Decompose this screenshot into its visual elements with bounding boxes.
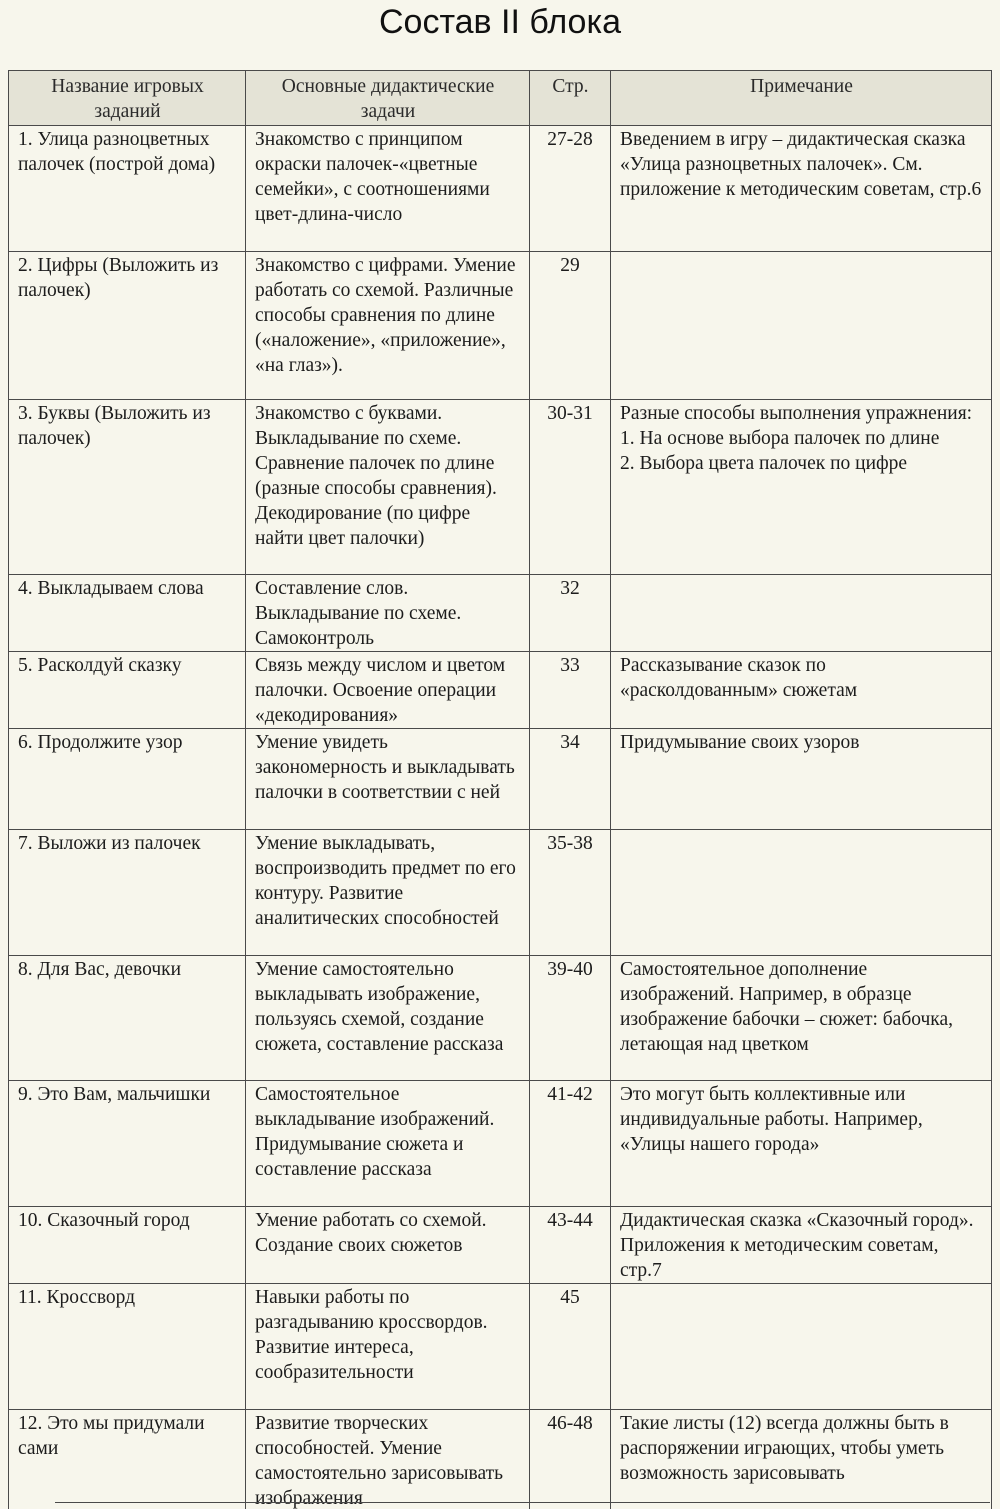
cell-tasks: Умение работать со схемой. Создание своих сюжетов <box>246 1207 530 1284</box>
header-pages: Стр. <box>530 71 611 126</box>
header-name: Название игровых заданий <box>9 71 246 126</box>
cell-note: Дидактическая сказка «Сказочный город». Приложения к методическим советам, стр.7 <box>611 1207 992 1284</box>
cell-tasks: Знакомство с принципом окраски палочек-«цветные семейки», с соотношениями цвет-длина-число <box>246 126 530 252</box>
cell-tasks: Умение самостоятельно выкладывать изображение, пользуясь схемой, создание сюжета, составление рассказа <box>246 956 530 1081</box>
cell-pages: 43-44 <box>530 1207 611 1284</box>
cell-note <box>611 252 992 400</box>
cell-note: Придумывание своих узоров <box>611 729 992 830</box>
cell-note <box>611 1284 992 1410</box>
table-row <box>9 126 992 252</box>
cell-tasks: Навыки работы по разгадыванию кроссвордов. Развитие интереса, сообразительности <box>246 1284 530 1410</box>
table-row <box>9 729 992 830</box>
cell-name: 9. Это Вам, мальчишки <box>9 1081 246 1207</box>
cell-tasks: Самостоятельное выкладывание изображений. Придумывание сюжета и составление рассказа <box>246 1081 530 1207</box>
cell-tasks: Составление слов. Выкладывание по схеме. Самоконтроль <box>246 575 530 652</box>
table-row <box>9 400 992 575</box>
cell-note <box>611 400 992 575</box>
cell-note: Это могут быть коллективные или индивидуальные работы. Например, «Улицы нашего города» <box>611 1081 992 1207</box>
cell-tasks: Связь между числом и цветом палочки. Освоение операции «декодирования» <box>246 652 530 729</box>
table-header-row <box>9 71 992 126</box>
cell-name: 3. Буквы (Выложить из палочек) <box>9 400 246 575</box>
cell-note <box>611 830 992 956</box>
cell-pages: 46-48 <box>530 1410 611 1509</box>
bottom-rule <box>55 1502 990 1503</box>
cell-name: 5. Расколдуй сказку <box>9 652 246 729</box>
table-row <box>9 1410 992 1509</box>
cell-note: Введением в игру – дидактическая сказка «Улица разноцветных палочек». См. приложение к методическим советам, стр.6 <box>611 126 992 252</box>
cell-pages: 33 <box>530 652 611 729</box>
table-row <box>9 1081 992 1207</box>
header-note: Примечание <box>611 71 992 126</box>
cell-tasks: Умение увидеть закономерность и выкладывать палочки в соответствии с ней <box>246 729 530 830</box>
cell-name: 10. Сказочный город <box>9 1207 246 1284</box>
cell-tasks: Знакомство с буквами. Выкладывание по схеме. Сравнение палочек по длине (разные способы сравнения). Декодирование (по цифре найти цвет палочки) <box>246 400 530 575</box>
cell-name: 7. Выложи из палочек <box>9 830 246 956</box>
table-row <box>9 252 992 400</box>
cell-name: 12. Это мы придумали сами <box>9 1410 246 1509</box>
cell-name: 6. Продолжите узор <box>9 729 246 830</box>
cell-pages: 45 <box>530 1284 611 1410</box>
cell-pages: 27-28 <box>530 126 611 252</box>
cell-name: 8. Для Вас, девочки <box>9 956 246 1081</box>
cell-note: Самостоятельное дополнение изображений. Например, в образце изображение бабочки – сюжет: бабочка, летающая над цветком <box>611 956 992 1081</box>
cell-name: 4. Выкладываем слова <box>9 575 246 652</box>
cell-tasks: Умение выкладывать, воспроизводить предмет по его контуру. Развитие аналитических способностей <box>246 830 530 956</box>
block-table <box>8 70 992 1509</box>
cell-pages: 30-31 <box>530 400 611 575</box>
cell-tasks: Развитие творческих способностей. Умение самостоятельно зарисовывать изображения <box>246 1410 530 1509</box>
table-row <box>9 1284 992 1410</box>
table-row <box>9 830 992 956</box>
cell-note: Рассказывание сказок по «расколдованным» сюжетам <box>611 652 992 729</box>
cell-pages: 29 <box>530 252 611 400</box>
cell-name: 2. Цифры (Выложить из палочек) <box>9 252 246 400</box>
table-row <box>9 652 992 729</box>
cell-name: 1. Улица разноцветных палочек (построй дома) <box>9 126 246 252</box>
cell-note <box>611 575 992 652</box>
cell-pages: 34 <box>530 729 611 830</box>
cell-pages: 35-38 <box>530 830 611 956</box>
cell-tasks: Знакомство с цифрами. Умение работать со схемой. Различные способы сравнения по длине («наложение», «приложение», «на глаз»). <box>246 252 530 400</box>
header-tasks: Основные дидактические задачи <box>246 71 530 126</box>
cell-name: 11. Кроссворд <box>9 1284 246 1410</box>
cell-pages: 41-42 <box>530 1081 611 1207</box>
cell-note: Такие листы (12) всегда должны быть в распоряжении играющих, чтобы уметь возможность зарисовывать <box>611 1410 992 1509</box>
table-row <box>9 956 992 1081</box>
note-text: Разные способы выполнения упражнения: 1. На основе выбора палочек по длине 2. Выбора цвета палочек по цифре <box>620 403 973 474</box>
page-title: Состав II блока <box>378 3 622 41</box>
cell-pages: 39-40 <box>530 956 611 1081</box>
table-row <box>9 575 992 652</box>
cell-pages: 32 <box>530 575 611 652</box>
table-row <box>9 1207 992 1284</box>
